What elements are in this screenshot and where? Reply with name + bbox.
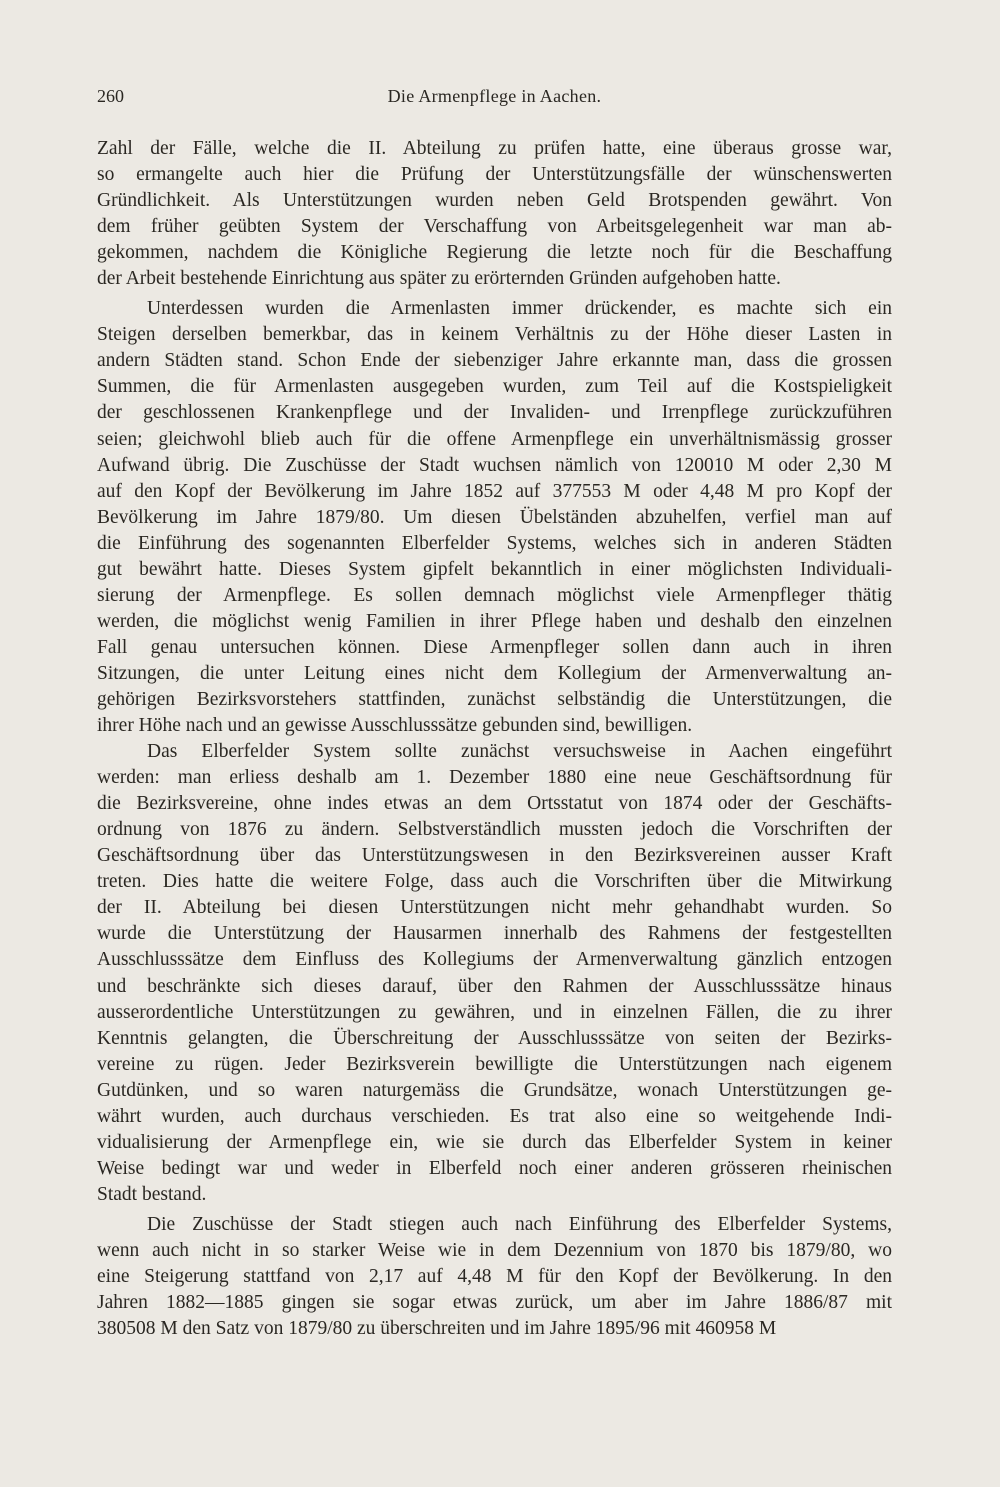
- text-line: auf den Kopf der Bevölkerung im Jahre 1852 auf 377553 M oder 4,48 M pro Kopf der: [97, 480, 892, 502]
- text-line: ihrer Höhe nach und an gewisse Ausschlusssätze gebunden sind, bewilligen.: [97, 715, 693, 737]
- body-text: [97, 136, 892, 1342]
- text-line: gekommen, nachdem die Königliche Regierung die letzte noch für die Beschaffung: [97, 242, 892, 264]
- text-line: Zahl der Fälle, welche die II. Abteilung zu prüfen hatte, eine überaus grosse war,: [97, 138, 892, 159]
- text-line: Ausschlusssätze dem Einfluss des Kollegiums der Armenverwaltung gänzlich entzogen: [97, 949, 892, 971]
- paragraph: [97, 136, 892, 292]
- text-line: dem früher geübten System der Verschaffung von Arbeitsgelegenheit war man ab-: [97, 216, 892, 238]
- text-line: 380508 M den Satz von 1879/80 zu überschreiten und im Jahre 1895/96 mit 460958 M: [97, 1318, 777, 1340]
- text-line: treten. Dies hatte die weitere Folge, dass auch die Vorschriften über die Mitwirkung: [97, 871, 892, 893]
- page-number: 260: [97, 86, 124, 106]
- text-line: Die Zuschüsse der Stadt stiegen auch nach Einführung des Elberfelder Systems,: [147, 1213, 892, 1235]
- text-line: Weise bedingt war und weder in Elberfeld noch einer anderen grösseren rheinischen: [97, 1157, 892, 1179]
- text-line: Stadt bestand.: [97, 1183, 207, 1205]
- text-line: die Bezirksvereine, ohne indes etwas an dem Ortsstatut von 1874 oder der Geschäfts-: [97, 793, 892, 815]
- text-line: Gutdünken, und so waren naturgemäss die Grundsätze, wonach Unterstützungen ge-: [97, 1079, 892, 1101]
- text-line: gehörigen Bezirksvorstehers stattfinden, zunächst selbständig die Unterstützungen, die: [97, 688, 892, 710]
- text-line: sierung der Armenpflege. Es sollen demnach möglichst viele Armenpfleger thätig: [97, 584, 892, 606]
- text-line: Jahren 1882—1885 gingen sie sogar etwas zurück, um aber im Jahre 1886/87 mit: [97, 1292, 892, 1314]
- paragraph: [97, 739, 892, 1208]
- text-line: Sitzungen, die unter Leitung eines nicht dem Kollegium der Armenverwaltung an-: [97, 662, 892, 684]
- text-line: der geschlossenen Krankenpflege und der Invaliden- und Irrenpflege zurückzuführen: [97, 402, 892, 424]
- text-line: werden, die möglichst wenig Familien in ihrer Pflege haben und deshalb den einzelnen: [97, 610, 892, 632]
- running-title: Die Armenpflege in Aachen.: [387, 86, 602, 106]
- text-line: eine Steigerung stattfand von 2,17 auf 4,48 M für den Kopf der Bevölkerung. In den: [97, 1266, 892, 1288]
- text-line: wurde die Unterstützung der Hausarmen innerhalb des Rahmens der festgestellten: [97, 923, 892, 945]
- text-line: werden: man erliess deshalb am 1. Dezember 1880 eine neue Geschäftsordnung für: [97, 767, 892, 789]
- text-line: ordnung von 1876 zu ändern. Selbstverständlich mussten jedoch die Vorschriften der: [97, 819, 892, 841]
- paragraph: [97, 296, 892, 739]
- paragraph: [97, 1212, 892, 1342]
- text-line: Fall genau untersuchen können. Diese Armenpfleger sollen dann auch in ihren: [97, 636, 892, 658]
- text-line: Aufwand übrig. Die Zuschüsse der Stadt wuchsen nämlich von 120010 M oder 2,30 M: [97, 454, 892, 476]
- text-line: wenn auch nicht in so starker Weise wie in dem Dezennium von 1870 bis 1879/80, wo: [97, 1239, 892, 1261]
- text-line: Das Elberfelder System sollte zunächst versuchsweise in Aachen eingeführt: [147, 741, 892, 763]
- text-line: gut bewährt hatte. Dieses System gipfelt bekanntlich in einer möglichsten Individuali-: [97, 558, 892, 580]
- text-line: die Einführung des sogenannten Elberfelder Systems, welches sich in anderen Städten: [97, 532, 892, 554]
- text-line: der II. Abteilung bei diesen Unterstützungen nicht mehr gehandhabt wurden. So: [97, 897, 892, 919]
- text-line: Gründlichkeit. Als Unterstützungen wurden neben Geld Brotspenden gewährt. Von: [97, 190, 892, 212]
- text-line: andern Städten stand. Schon Ende der siebenziger Jahre erkannte man, dass die grossen: [97, 350, 892, 372]
- text-line: und beschränkte sich dieses darauf, über den Rahmen der Ausschlusssätze hinaus: [97, 975, 892, 997]
- text-line: Geschäftsordnung über das Unterstützungswesen in den Bezirksvereinen ausser Kraft: [97, 845, 892, 867]
- text-line: Unterdessen wurden die Armenlasten immer drückender, es machte sich ein: [147, 298, 892, 320]
- text-line: seien; gleichwohl blieb auch für die offene Armenpflege ein unverhältnismässig grosser: [97, 428, 892, 450]
- text-line: Kenntnis gelangten, die Überschreitung der Ausschlusssätze von seiten der Bezirks-: [97, 1027, 892, 1049]
- text-line: Summen, die für Armenlasten ausgegeben wurden, zum Teil auf die Kostspieligkeit: [97, 376, 892, 398]
- text-line: so ermangelte auch hier die Prüfung der Unterstützungsfälle der wünschenswerten: [97, 164, 892, 186]
- page-header: [97, 86, 892, 116]
- text-line: ausserordentliche Unterstützungen zu gewähren, und in einzelnen Fällen, die zu ihrer: [97, 1001, 892, 1023]
- text-line: Steigen derselben bemerkbar, das in keinem Verhältnis zu der Höhe dieser Lasten in: [97, 324, 892, 346]
- text-line: vereine zu rügen. Jeder Bezirksverein bewilligte die Unterstützungen nach eigenem: [97, 1053, 892, 1075]
- text-line: Bevölkerung im Jahre 1879/80. Um diesen Übelständen abzuhelfen, verfiel man auf: [97, 506, 892, 528]
- text-line: der Arbeit bestehende Einrichtung aus später zu erörternden Gründen aufgehoben hatte.: [97, 268, 781, 290]
- text-line: währt wurden, auch durchaus verschieden. Es trat also eine so weitgehende Indi-: [97, 1105, 892, 1127]
- text-line: vidualisierung der Armenpflege ein, wie sie durch das Elberfelder System in keiner: [97, 1131, 892, 1153]
